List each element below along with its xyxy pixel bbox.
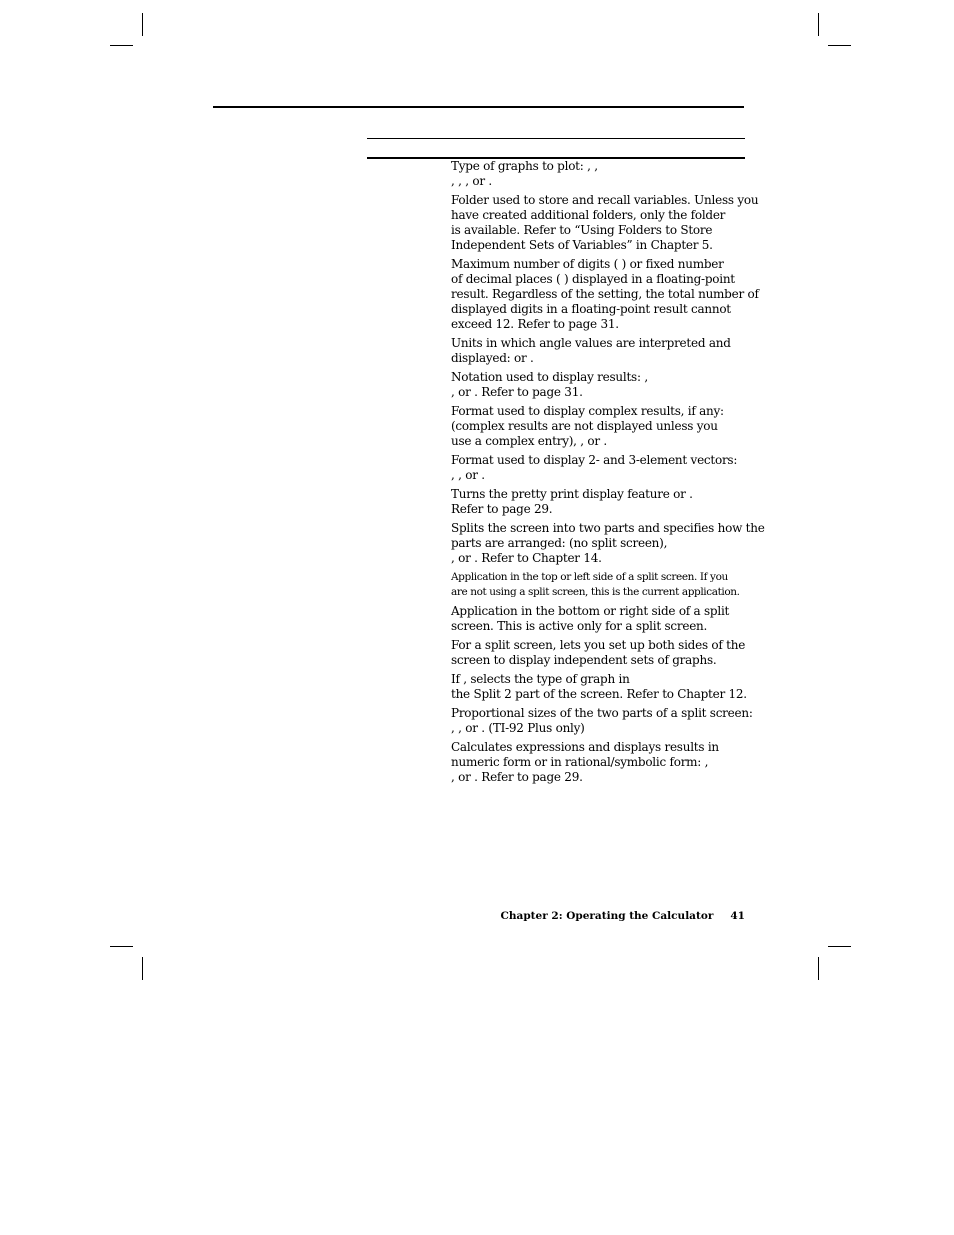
- mode-description: [451, 336, 747, 366]
- table-top-rule: [367, 138, 745, 139]
- description-line: displayed digits in a floating-point result cannot: [451, 302, 731, 316]
- description-line: Application in the top or left side of a split screen. If you: [451, 571, 728, 583]
- mode-description: [451, 159, 747, 189]
- description-line: are not using a split screen, this is the current application.: [451, 586, 740, 598]
- description-line: For a split screen, lets you set up both sides of the: [451, 638, 746, 652]
- description-line: result. Regardless of the setting, the total number of: [451, 287, 759, 301]
- crop-mark-top-right-horizontal: [828, 45, 851, 46]
- mode-description: [451, 487, 747, 517]
- mode-description: [451, 453, 747, 483]
- description-line: , or . Refer to page 31.: [451, 385, 583, 399]
- description-line: If , selects the type of graph in: [451, 672, 630, 686]
- description-line: Calculates expressions and displays results in: [451, 740, 719, 754]
- description-line: Format used to display complex results, if any:: [451, 404, 724, 418]
- description-line: Splits the screen into two parts and specifies how the: [451, 521, 765, 535]
- mode-descriptions-column: [451, 159, 765, 789]
- mode-description: [451, 672, 747, 702]
- description-line: use a complex entry), , or .: [451, 434, 607, 448]
- description-line: of decimal places ( ) displayed in a floating-point: [451, 272, 735, 286]
- description-line: have created additional folders, only the folder: [451, 208, 726, 222]
- description-line: Folder used to store and recall variables. Unless you: [451, 193, 759, 207]
- description-line: Application in the bottom or right side of a split: [451, 604, 730, 618]
- mode-description: [451, 638, 747, 668]
- description-line: Type of graphs to plot: , ,: [451, 159, 598, 173]
- description-line: , or . Refer to page 29.: [451, 770, 583, 784]
- description-line: Proportional sizes of the two parts of a split screen:: [451, 706, 753, 720]
- description-line: Independent Sets of Variables” in Chapter 5.: [451, 238, 713, 252]
- description-line: Maximum number of digits ( ) or fixed number: [451, 257, 724, 271]
- description-line: exceed 12. Refer to page 31.: [451, 317, 619, 331]
- crop-mark-bottom-right-vertical: [818, 957, 819, 980]
- description-line: Format used to display 2- and 3-element vectors:: [451, 453, 738, 467]
- mode-description: [451, 604, 747, 634]
- description-line: , or . Refer to Chapter 14.: [451, 551, 602, 565]
- mode-description: [451, 740, 747, 785]
- mode-description: [451, 706, 753, 736]
- mode-description: [451, 521, 765, 566]
- description-line: screen. This is active only for a split screen.: [451, 619, 708, 633]
- description-line: , , or .: [451, 468, 485, 482]
- mode-description: [451, 370, 747, 400]
- crop-mark-top-right-vertical: [818, 13, 819, 36]
- description-line: , , , or .: [451, 174, 492, 188]
- description-line: (complex results are not displayed unless you: [451, 419, 718, 433]
- crop-mark-top-left-horizontal: [110, 45, 133, 46]
- footer-page-number: 41: [730, 910, 745, 922]
- description-line: Refer to page 29.: [451, 502, 553, 516]
- description-line: , , or . (TI-92 Plus only): [451, 721, 585, 735]
- description-line: screen to display independent sets of graphs.: [451, 653, 717, 667]
- footer-chapter-title: Chapter 2: Operating the Calculator: [500, 910, 714, 922]
- crop-mark-bottom-left-horizontal: [110, 946, 133, 947]
- description-line: Notation used to display results: ,: [451, 370, 648, 384]
- page-header-rule: [213, 106, 744, 108]
- description-line: Units in which angle values are interpreted and: [451, 336, 731, 350]
- description-line: displayed: or .: [451, 351, 534, 365]
- description-line: parts are arranged: (no split screen),: [451, 536, 668, 550]
- description-line: Turns the pretty print display feature or .: [451, 487, 693, 501]
- description-line: numeric form or in rational/symbolic form: ,: [451, 755, 709, 769]
- description-line: the Split 2 part of the screen. Refer to Chapter 12.: [451, 687, 747, 701]
- mode-description: [451, 570, 747, 600]
- crop-mark-top-left-vertical: [142, 13, 143, 36]
- description-line: is available. Refer to “Using Folders to Store: [451, 223, 713, 237]
- mode-description: [451, 193, 759, 253]
- mode-description: [451, 404, 747, 449]
- crop-mark-bottom-right-horizontal: [828, 946, 851, 947]
- crop-mark-bottom-left-vertical: [142, 957, 143, 980]
- mode-description: [451, 257, 759, 332]
- page-footer: [501, 910, 745, 922]
